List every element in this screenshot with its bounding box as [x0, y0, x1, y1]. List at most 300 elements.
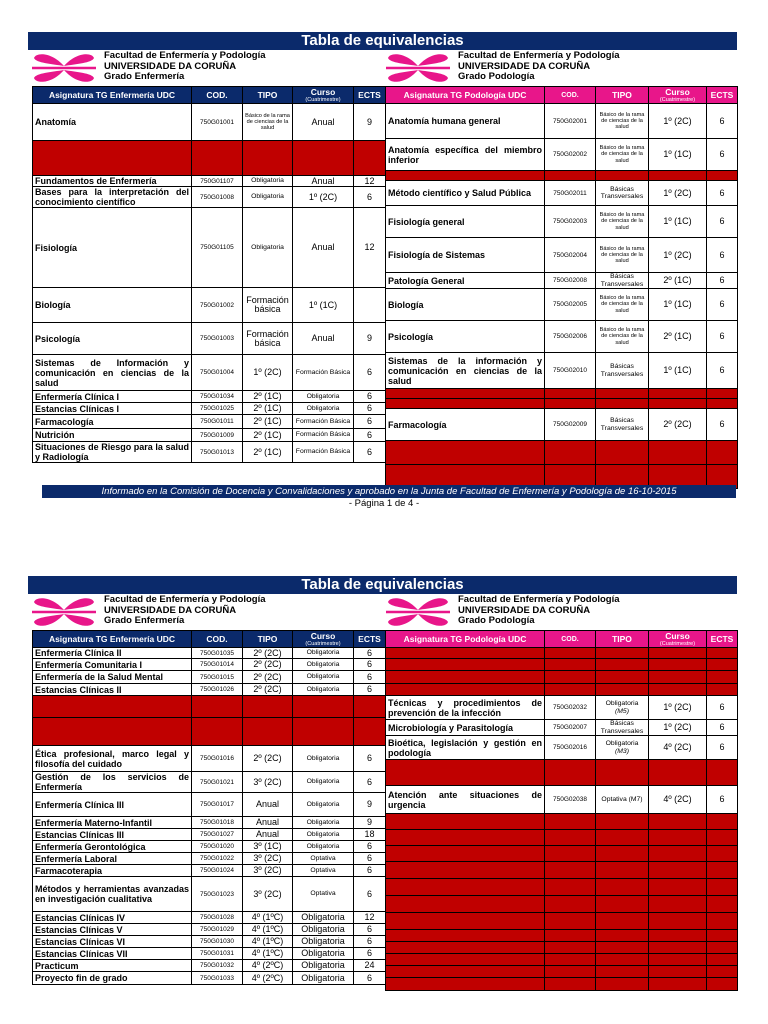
no-equivalence-row [386, 671, 738, 684]
empty-cell [386, 760, 545, 786]
header-row [33, 87, 386, 104]
subject-name: Fisiología general [386, 206, 545, 238]
subject-code: 750G02032 [545, 696, 596, 720]
empty-cell [33, 718, 192, 746]
empty-cell [386, 862, 545, 879]
empty-cell [596, 171, 649, 181]
table-row [33, 960, 386, 972]
right-header-text [458, 51, 620, 83]
table-row [33, 817, 386, 829]
empty-cell [386, 896, 545, 913]
empty-cell [649, 441, 707, 465]
empty-cell [596, 978, 649, 991]
empty-cell [596, 879, 649, 896]
subject-module: (M5) [615, 707, 629, 715]
subject-ects: 6 [354, 403, 386, 415]
empty-cell [649, 862, 707, 879]
subject-course: 1º (2C) [649, 238, 707, 273]
subject-name: Microbiología y Parasitología [386, 720, 545, 736]
subject-name: Fundamentos de Enfermería [33, 176, 192, 187]
subject-type: Obligatoria [243, 208, 293, 288]
subject-name: Sistemas de la información y comunicación en ciencias de la salud [386, 353, 545, 389]
empty-cell [386, 830, 545, 846]
empty-cell [545, 760, 596, 786]
col-header-code [192, 631, 243, 648]
subject-type: 3º (2C) [243, 877, 293, 912]
table-row [33, 684, 386, 696]
empty-cell [386, 879, 545, 896]
empty-cell [649, 389, 707, 399]
no-equivalence-row [386, 399, 738, 409]
empty-cell [545, 954, 596, 966]
col-header-code-label: COD. [561, 636, 579, 643]
subject-course: 1º (1C) [649, 206, 707, 238]
subject-type: Obligatoria [243, 176, 293, 187]
col-header-ects [354, 631, 386, 648]
empty-cell [707, 862, 738, 879]
subject-name: Estancias Clínicas I [33, 403, 192, 415]
subject-course: 2º (2C) [649, 409, 707, 441]
empty-cell [545, 966, 596, 978]
degree-name: Grado Podología [458, 71, 535, 82]
right-header-text [458, 595, 620, 627]
subject-course: Obligatoria [293, 671, 354, 684]
no-equivalence-row [386, 846, 738, 862]
subject-course: Obligatoria [293, 960, 354, 972]
empty-cell [386, 389, 545, 399]
empty-cell [649, 913, 707, 930]
subject-ects: 12 [354, 176, 386, 187]
empty-cell [545, 389, 596, 399]
subject-type: Básico de la rama de ciencias de la salud [596, 321, 649, 353]
subject-course: 4º (2C) [649, 736, 707, 760]
subject-type: 2º (2C) [243, 648, 293, 659]
empty-cell [596, 441, 649, 465]
table-row [386, 409, 738, 441]
no-equivalence-row [386, 930, 738, 942]
subject-code: 750G01021 [192, 772, 243, 793]
empty-cell [545, 648, 596, 659]
left-header-text [104, 51, 266, 83]
subject-ects: 6 [354, 972, 386, 985]
empty-cell [649, 896, 707, 913]
empty-cell [386, 648, 545, 659]
empty-cell [293, 141, 354, 176]
subject-name: Estancias Clínicas VII [33, 948, 192, 960]
subject-ects: 6 [354, 853, 386, 865]
empty-cell [707, 896, 738, 913]
subject-name: Biología [33, 288, 192, 323]
subject-code: 750G02002 [545, 139, 596, 171]
subject-type: Básico de la rama de ciencias de la salud [596, 206, 649, 238]
subject-course: Obligatoria [293, 936, 354, 948]
table-row [33, 415, 386, 429]
subject-ects: 6 [354, 429, 386, 442]
subject-code: 750G02038 [545, 786, 596, 814]
subject-name: Enfermería Clínica I [33, 391, 192, 403]
empty-cell [545, 879, 596, 896]
subject-course: Anual [293, 323, 354, 355]
subject-name: Enfermería Comunitaria I [33, 659, 192, 671]
empty-cell [707, 846, 738, 862]
col-header-code [545, 631, 596, 648]
subject-name: Bases para la interpretación del conocimiento científico [33, 187, 192, 208]
course-sub-label: (Cuatrimestre) [659, 641, 696, 647]
table-row [33, 829, 386, 841]
subject-ects: 6 [354, 187, 386, 208]
col-header-code [192, 87, 243, 104]
empty-cell [707, 913, 738, 930]
col-header-subject-label: Asignatura TG Podología UDC [403, 90, 527, 100]
empty-cell [649, 760, 707, 786]
col-header-subject [33, 631, 192, 648]
no-equivalence-row [386, 648, 738, 659]
empty-cell [649, 399, 707, 409]
subject-name: Proyecto fin de grado [33, 972, 192, 985]
subject-name: Estancias Clínicas II [33, 684, 192, 696]
subject-code: 750G01003 [192, 323, 243, 355]
subject-course: Anual [293, 104, 354, 141]
subject-type: Básicas Transversales [596, 273, 649, 289]
empty-cell [707, 954, 738, 966]
subject-course: Anual [293, 176, 354, 187]
table-row [33, 936, 386, 948]
subject-type: 2º (2C) [243, 746, 293, 772]
subject-code: 750G01011 [192, 415, 243, 429]
subject-type: Básico de la rama de ciencias de la salud [596, 238, 649, 273]
empty-cell [596, 684, 649, 696]
subject-type: 3º (2C) [243, 865, 293, 877]
page-1 [28, 32, 737, 462]
subject-course: 1º (1C) [649, 289, 707, 321]
no-equivalence-row [386, 942, 738, 954]
empty-cell [649, 954, 707, 966]
subject-course: 1º (2C) [649, 720, 707, 736]
table-row [386, 321, 738, 353]
empty-cell [707, 648, 738, 659]
col-header-type-label: TIPO [257, 90, 278, 100]
subject-name: Situaciones de Riesgo para la salud y Radiología [33, 442, 192, 463]
subject-type: 2º (1C) [243, 391, 293, 403]
subject-code: 750G01004 [192, 355, 243, 391]
table-row [33, 288, 386, 323]
table-row [386, 696, 738, 720]
empty-cell [649, 684, 707, 696]
table-row [33, 104, 386, 141]
col-header-course [293, 87, 354, 104]
table-row [33, 948, 386, 960]
empty-cell [386, 913, 545, 930]
page-number: - Página 1 de 4 - [348, 498, 420, 509]
subject-name: Métodos y herramientas avanzadas en investigación cualitativa [33, 877, 192, 912]
table-row [386, 104, 738, 139]
empty-cell [596, 942, 649, 954]
table-row [33, 429, 386, 442]
table-row [33, 442, 386, 463]
empty-cell [545, 830, 596, 846]
col-header-code-label: COD. [206, 90, 228, 100]
degree-name: Grado Podología [458, 615, 535, 626]
subject-type: 3º (1C) [243, 841, 293, 853]
subject-ects: 9 [354, 793, 386, 817]
subject-ects: 6 [707, 409, 738, 441]
empty-cell [243, 718, 293, 746]
subject-type: Obligatoria [243, 187, 293, 208]
empty-cell [545, 671, 596, 684]
empty-cell [596, 648, 649, 659]
subject-type: Optativa (M7) [596, 786, 649, 814]
subject-code: 750G01034 [192, 391, 243, 403]
empty-cell [707, 659, 738, 671]
header-row [386, 87, 738, 104]
empty-cell [596, 896, 649, 913]
subject-ects [354, 288, 386, 323]
subject-type: Básicas Transversales [596, 181, 649, 206]
table-row [33, 972, 386, 985]
empty-cell [386, 846, 545, 862]
subject-ects: 24 [354, 960, 386, 972]
empty-cell [386, 954, 545, 966]
subject-name: Ética profesional, marco legal y filosofía del cuidado [33, 746, 192, 772]
subject-ects: 6 [707, 273, 738, 289]
empty-cell [386, 171, 545, 181]
subject-type: 1º (2C) [243, 355, 293, 391]
no-equivalence-row [33, 141, 386, 176]
subject-type: 4º (2ºC) [243, 960, 293, 972]
course-sub-label: (Cuatrimestre) [305, 641, 341, 647]
empty-cell [386, 930, 545, 942]
empty-cell [649, 930, 707, 942]
empty-cell [545, 659, 596, 671]
subject-code: 750G01027 [192, 829, 243, 841]
no-equivalence-row [386, 684, 738, 696]
subject-course: Obligatoria [293, 829, 354, 841]
empty-cell [545, 441, 596, 465]
subject-code: 750G01017 [192, 793, 243, 817]
subject-ects: 6 [354, 659, 386, 671]
table-row [33, 648, 386, 659]
empty-cell [293, 696, 354, 718]
empty-cell [596, 389, 649, 399]
empty-cell [596, 966, 649, 978]
table-row [386, 786, 738, 814]
empty-cell [354, 696, 386, 718]
subject-code: 750G02003 [545, 206, 596, 238]
subject-code: 750G01028 [192, 912, 243, 924]
subject-type: 4º (1ºC) [243, 936, 293, 948]
empty-cell [707, 966, 738, 978]
subject-code: 750G01016 [192, 746, 243, 772]
col-header-code-label: COD. [206, 634, 228, 644]
subject-name: Bioética, legislación y gestión en podología [386, 736, 545, 760]
col-header-type-label: TIPO [612, 90, 632, 100]
udc-logo-icon [386, 598, 450, 626]
footer-note: Informado en la Comisión de Docencia y Convalidaciones y aprobado en la Junta de Facultad de Enfermería y Podología de 16-10-2015 [42, 485, 736, 498]
empty-cell [707, 671, 738, 684]
empty-cell [243, 141, 293, 176]
subject-type: 3º (2C) [243, 772, 293, 793]
table-row [33, 208, 386, 288]
degree-name: Grado Enfermería [104, 71, 185, 82]
subject-type: Básicas Transversales [596, 353, 649, 389]
no-equivalence-row [386, 978, 738, 991]
subject-code: 750G02010 [545, 353, 596, 389]
subject-code: 750G01031 [192, 948, 243, 960]
course-label: Curso [665, 631, 690, 641]
subject-code: 750G02007 [545, 720, 596, 736]
subject-ects: 6 [707, 139, 738, 171]
subject-ects: 6 [707, 736, 738, 760]
no-equivalence-row [386, 659, 738, 671]
subject-type: 4º (1ºC) [243, 948, 293, 960]
empty-cell [707, 684, 738, 696]
subject-ects: 12 [354, 912, 386, 924]
ects-label: ECTS [358, 90, 381, 100]
subject-type: 2º (2C) [243, 671, 293, 684]
table-row [33, 793, 386, 817]
subject-code: 750G02008 [545, 273, 596, 289]
empty-cell [545, 913, 596, 930]
subject-type: 2º (1C) [243, 403, 293, 415]
subject-name: Biología [386, 289, 545, 321]
table-row [33, 841, 386, 853]
subject-name: Gestión de los servicios de Enfermería [33, 772, 192, 793]
subject-type [596, 696, 649, 720]
subject-course: 1º (2C) [293, 187, 354, 208]
university-name: UNIVERSIDADE DA CORUÑA [458, 60, 591, 72]
subject-name: Nutrición [33, 429, 192, 442]
empty-cell [192, 718, 243, 746]
table-row [386, 353, 738, 389]
page-title: Tabla de equivalencias [28, 32, 737, 50]
table-row [33, 865, 386, 877]
page-title: Tabla de equivalencias [28, 576, 737, 594]
no-equivalence-row [386, 441, 738, 465]
subject-course: Formación Básica [293, 429, 354, 442]
subject-ects: 6 [707, 696, 738, 720]
subject-code: 750G01029 [192, 924, 243, 936]
subject-type: 2º (2C) [243, 659, 293, 671]
empty-cell [707, 171, 738, 181]
subject-name: Método científico y Salud Pública [386, 181, 545, 206]
empty-cell [545, 930, 596, 942]
subject-course: Optativa [293, 853, 354, 865]
no-equivalence-row [386, 760, 738, 786]
subject-code: 750G01105 [192, 208, 243, 288]
subject-code: 750G01015 [192, 671, 243, 684]
subject-name: Psicología [386, 321, 545, 353]
subject-course: 1º (1C) [649, 139, 707, 171]
enfermeria-table [32, 86, 386, 463]
table-row [386, 206, 738, 238]
subject-ects: 6 [354, 841, 386, 853]
subject-type: 4º (1ºC) [243, 912, 293, 924]
subject-name: Estancias Clínicas V [33, 924, 192, 936]
empty-cell [707, 942, 738, 954]
empty-cell [192, 696, 243, 718]
page-2 [28, 576, 737, 983]
subject-name: Farmacología [386, 409, 545, 441]
subject-ects: 6 [707, 321, 738, 353]
no-equivalence-row [386, 896, 738, 913]
col-header-code [545, 87, 596, 104]
empty-cell [545, 978, 596, 991]
empty-cell [386, 399, 545, 409]
col-header-course [649, 87, 707, 104]
university-name: UNIVERSIDADE DA CORUÑA [104, 60, 237, 72]
col-header-type [243, 631, 293, 648]
course-label: Curso [310, 87, 336, 97]
subject-code: 750G02011 [545, 181, 596, 206]
faculty-name: Facultad de Enfermería y Podología [104, 50, 266, 61]
subject-code: 750G01024 [192, 865, 243, 877]
empty-cell [386, 441, 545, 465]
subject-name: Fisiología de Sistemas [386, 238, 545, 273]
col-header-type [596, 631, 649, 648]
subject-name: Anatomía [33, 104, 192, 141]
subject-code: 750G01009 [192, 429, 243, 442]
subject-course: Obligatoria [293, 972, 354, 985]
col-header-course [649, 631, 707, 648]
ects-label: ECTS [710, 634, 734, 644]
subject-code: 750G01033 [192, 972, 243, 985]
subject-ects: 6 [354, 684, 386, 696]
no-equivalence-row [386, 814, 738, 830]
no-equivalence-row [33, 696, 386, 718]
no-equivalence-row [386, 954, 738, 966]
subject-course: Obligatoria [293, 841, 354, 853]
empty-cell [545, 942, 596, 954]
table-row [386, 181, 738, 206]
subject-name: Farmacología [33, 415, 192, 429]
empty-cell [596, 913, 649, 930]
subject-ects: 6 [354, 936, 386, 948]
subject-course: Obligatoria [293, 684, 354, 696]
empty-cell [649, 966, 707, 978]
empty-cell [596, 399, 649, 409]
table-row [33, 924, 386, 936]
col-header-type-label: TIPO [257, 634, 278, 644]
empty-cell [33, 141, 192, 176]
subject-module: (M3) [615, 747, 629, 755]
empty-cell [386, 671, 545, 684]
empty-cell [707, 389, 738, 399]
empty-cell [649, 171, 707, 181]
subject-course: Optativa [293, 865, 354, 877]
subject-type: 4º (2ºC) [243, 972, 293, 985]
no-equivalence-row [386, 862, 738, 879]
subject-ects: 9 [354, 104, 386, 141]
subject-name: Estancias Clínicas IV [33, 912, 192, 924]
empty-cell [707, 978, 738, 991]
subject-course: Formación Básica [293, 415, 354, 429]
subject-code: 750G01013 [192, 442, 243, 463]
document-header [28, 50, 737, 86]
subject-type: Anual [243, 793, 293, 817]
empty-cell [33, 696, 192, 718]
table-row [33, 877, 386, 912]
subject-code: 750G01001 [192, 104, 243, 141]
empty-cell [707, 830, 738, 846]
subject-name: Enfermería Clínica III [33, 793, 192, 817]
empty-cell [649, 879, 707, 896]
subject-code: 750G02006 [545, 321, 596, 353]
subject-course: Anual [293, 208, 354, 288]
subject-ects: 6 [354, 877, 386, 912]
empty-cell [243, 696, 293, 718]
no-equivalence-row [33, 718, 386, 746]
table-row [386, 289, 738, 321]
